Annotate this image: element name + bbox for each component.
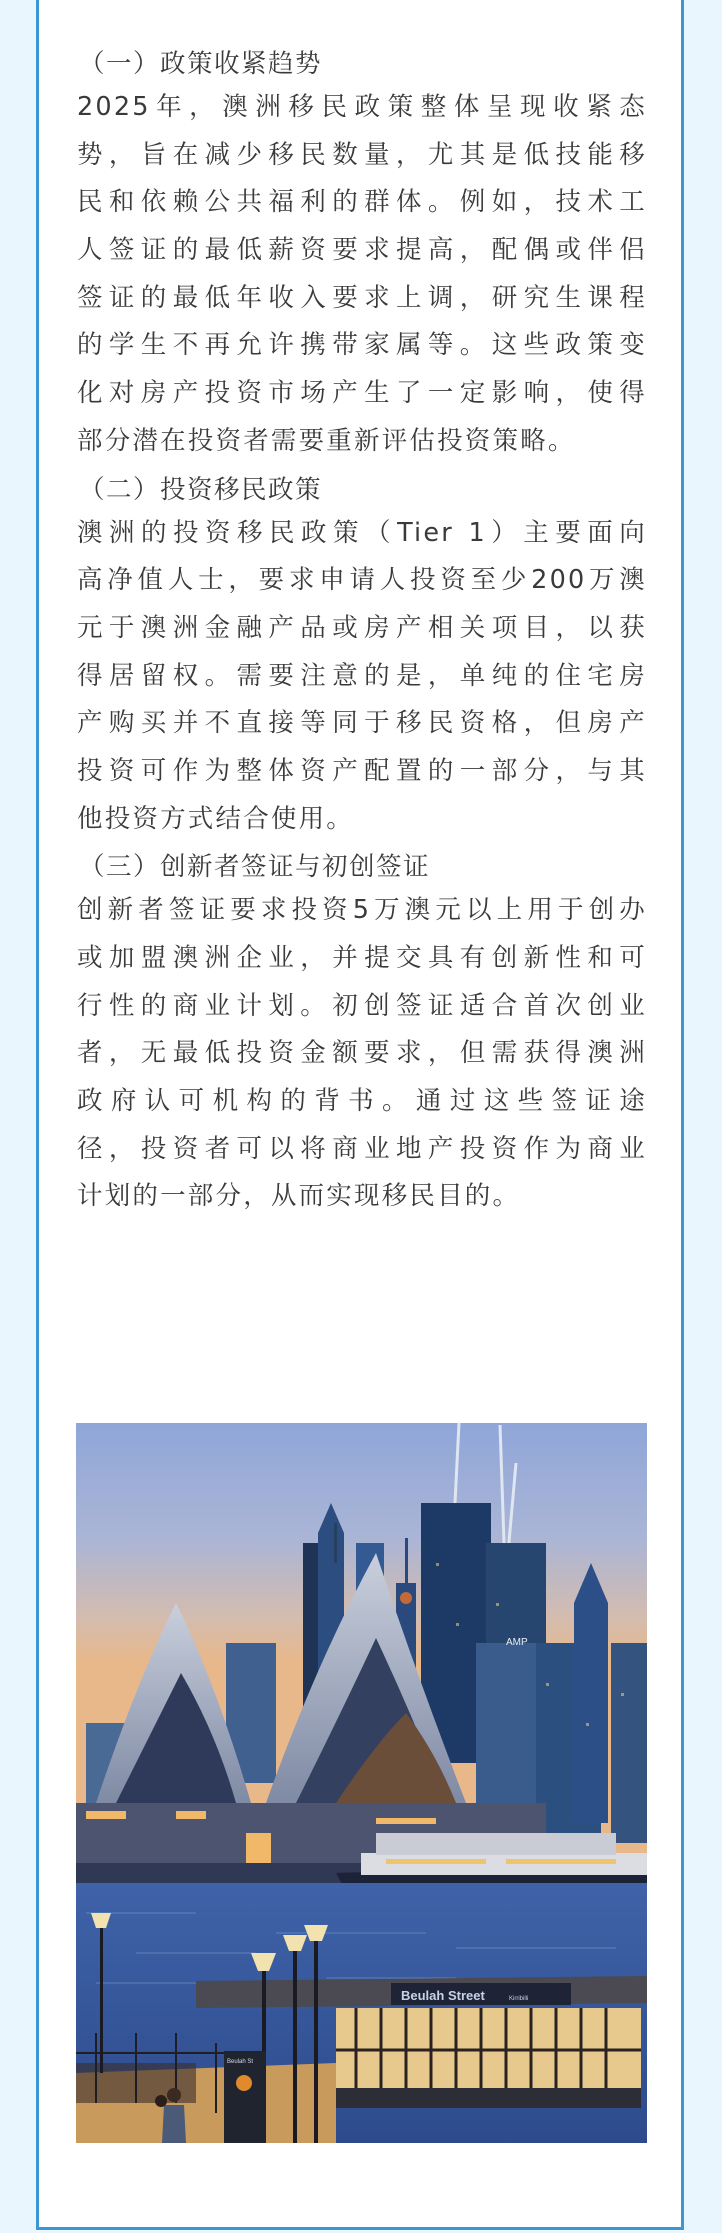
text-line: 政府认可机构的背书。通过这些签证途 [77, 1086, 647, 1117]
wharf-sign-subtext: Kirribilli [509, 1996, 529, 2002]
text-line: 行性的商业计划。初创签证适合首次创业 [77, 990, 647, 1021]
wharf-sign-text: Beulah Street [401, 1988, 485, 2003]
text-line: 径，投资者可以将商业地产投资作为商业 [77, 1133, 647, 1164]
text-line: 人签证的最低薪资要求提高，配偶或伴侣 [77, 235, 647, 266]
text-line: 签证的最低年收入要求上调，研究生课程 [77, 282, 647, 313]
text-line: 澳洲的投资移民政策（Tier 1）主要面向 [77, 517, 647, 548]
section-paragraph [77, 84, 647, 466]
sydney-skyline-photo [76, 1423, 647, 2143]
text-line: 产购买并不直接等同于移民资格，但房产 [77, 708, 647, 739]
text-line: 者，无最低投资金额要求，但需获得澳洲 [77, 1038, 647, 1069]
text-line: 化对房产投资市场产生了一定影响，使得 [77, 378, 647, 409]
section-investment-immigration [77, 470, 647, 844]
text-line: 他投资方式结合使用。 [77, 803, 355, 834]
text-line: 计划的一部分，从而实现移民目的。 [77, 1181, 521, 1212]
text-line: 部分潜在投资者需要重新评估投资策略。 [77, 425, 576, 456]
section-innovator-startup-visa [77, 847, 647, 1221]
text-line: 高净值人士，要求申请人投资至少200万澳 [77, 565, 647, 596]
text-line: 民和依赖公共福利的群体。例如，技术工 [77, 187, 647, 218]
text-line: 势，旨在减少移民数量，尤其是低技能移 [77, 139, 647, 170]
section-heading: （一）政策收紧趋势 [79, 49, 323, 79]
section-paragraph [77, 887, 647, 1221]
section-heading: （二）投资移民政策 [79, 474, 323, 505]
text-line: 创新者签证要求投资5万澳元以上用于创办 [77, 895, 647, 926]
text-line: 2025年，澳洲移民政策整体呈现收紧态 [77, 92, 647, 122]
section-paragraph [77, 510, 647, 844]
text-line: 得居留权。需要注意的是，单纯的住宅房 [77, 660, 647, 691]
section-policy-tightening [77, 44, 647, 466]
article-body [77, 44, 647, 1225]
text-line: 或加盟澳洲企业，并提交具有创新性和可 [77, 943, 647, 973]
sydney-skyline-illustration [76, 1423, 647, 2143]
building-logo-text: AMP [506, 1637, 528, 1648]
small-sign-text: Beulah St [227, 2059, 254, 2065]
text-line: 投资可作为整体资产配置的一部分，与其 [77, 755, 647, 786]
text-line: 元于澳洲金融产品或房产相关项目，以获 [77, 612, 647, 643]
text-line: 的学生不再允许携带家属等。这些政策变 [77, 330, 647, 361]
section-heading: （三）创新者签证与初创签证 [79, 852, 431, 883]
